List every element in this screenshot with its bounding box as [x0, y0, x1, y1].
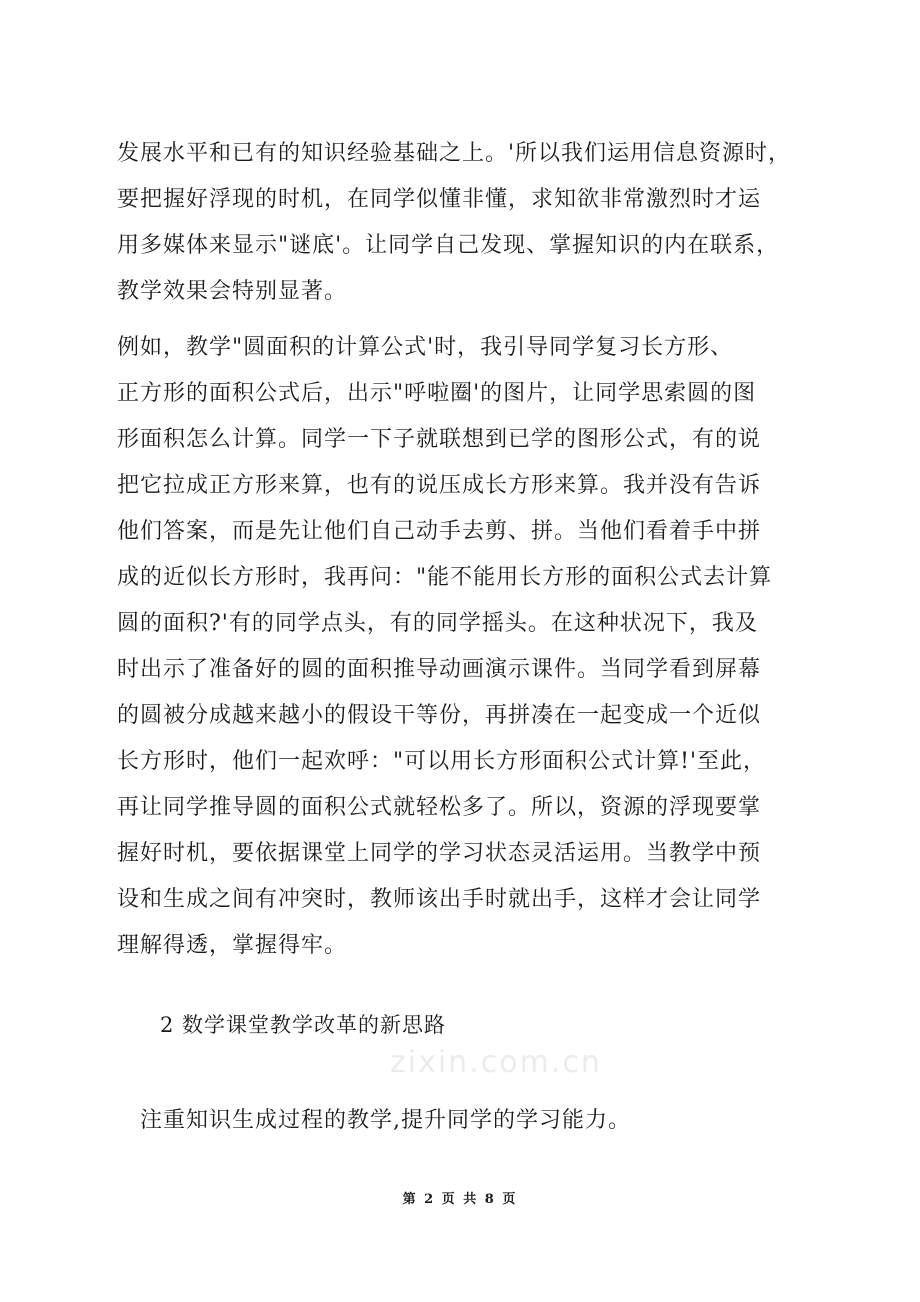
section-heading: 2 数学课堂教学改革的新思路: [160, 1013, 447, 1037]
text-line: 再让同学推导圆的面积公式就轻松多了。所以，资源的浮现要掌: [117, 795, 762, 820]
text-line: 成的近似长方形时，我再问："能不能用长方形的面积公式去计算: [117, 565, 773, 590]
text-line: 握好时机，要依据课堂上同学的学习状态灵活运用。当教学中预: [117, 841, 762, 866]
text-line: 例如，教学"圆面积的计算公式'时，我引导同学复习长方形、: [117, 335, 734, 360]
text-line: 形面积怎么计算。同学一下子就联想到已学的图形公式，有的说: [117, 427, 762, 452]
text-line: 用多媒体来显示"谜底'。让同学自己发现、掌握知识的内在联系，: [117, 233, 780, 258]
lead-sentence: 注重知识生成过程的教学,提升同学的学习能力。: [140, 1108, 631, 1133]
text-line: 长方形时，他们一起欢呼："可以用长方形面积公式计算!'至此，: [117, 749, 767, 774]
text-line: 他们答案，而是先让他们自己动手去剪、拼。当他们看着手中拼: [117, 519, 762, 544]
text-line: 设和生成之间有冲突时，教师该出手时就出手，这样才会让同学: [117, 887, 762, 912]
watermark: zixin.com.cn: [390, 1045, 602, 1080]
text-line: 发展水平和已有的知识经验基础之上。'所以我们运用信息资源时，: [117, 141, 792, 166]
text-line: 的圆被分成越来越小的假设干等份，再拼凑在一起变成一个近似: [117, 703, 762, 728]
text-line: 理解得透，掌握得牢。: [117, 933, 348, 958]
text-line: 正方形的面积公式后，出示"呼啦圈'的图片，让同学思索圆的图: [117, 381, 757, 406]
text-line: 要把握好浮现的时机，在同学似懂非懂，求知欲非常激烈时才运: [117, 187, 762, 212]
page-footer: 第 2 页 共 8 页: [402, 1192, 518, 1207]
text-line: 时出示了准备好的圆的面积推导动画演示课件。当同学看到屏幕: [117, 657, 762, 682]
text-line: 教学效果会特别显著。: [117, 279, 348, 304]
text-line: 把它拉成正方形来算，也有的说压成长方形来算。我并没有告诉: [117, 473, 762, 498]
text-line: 圆的面积?'有的同学点头，有的同学摇头。在这种状况下，我及: [117, 611, 758, 636]
